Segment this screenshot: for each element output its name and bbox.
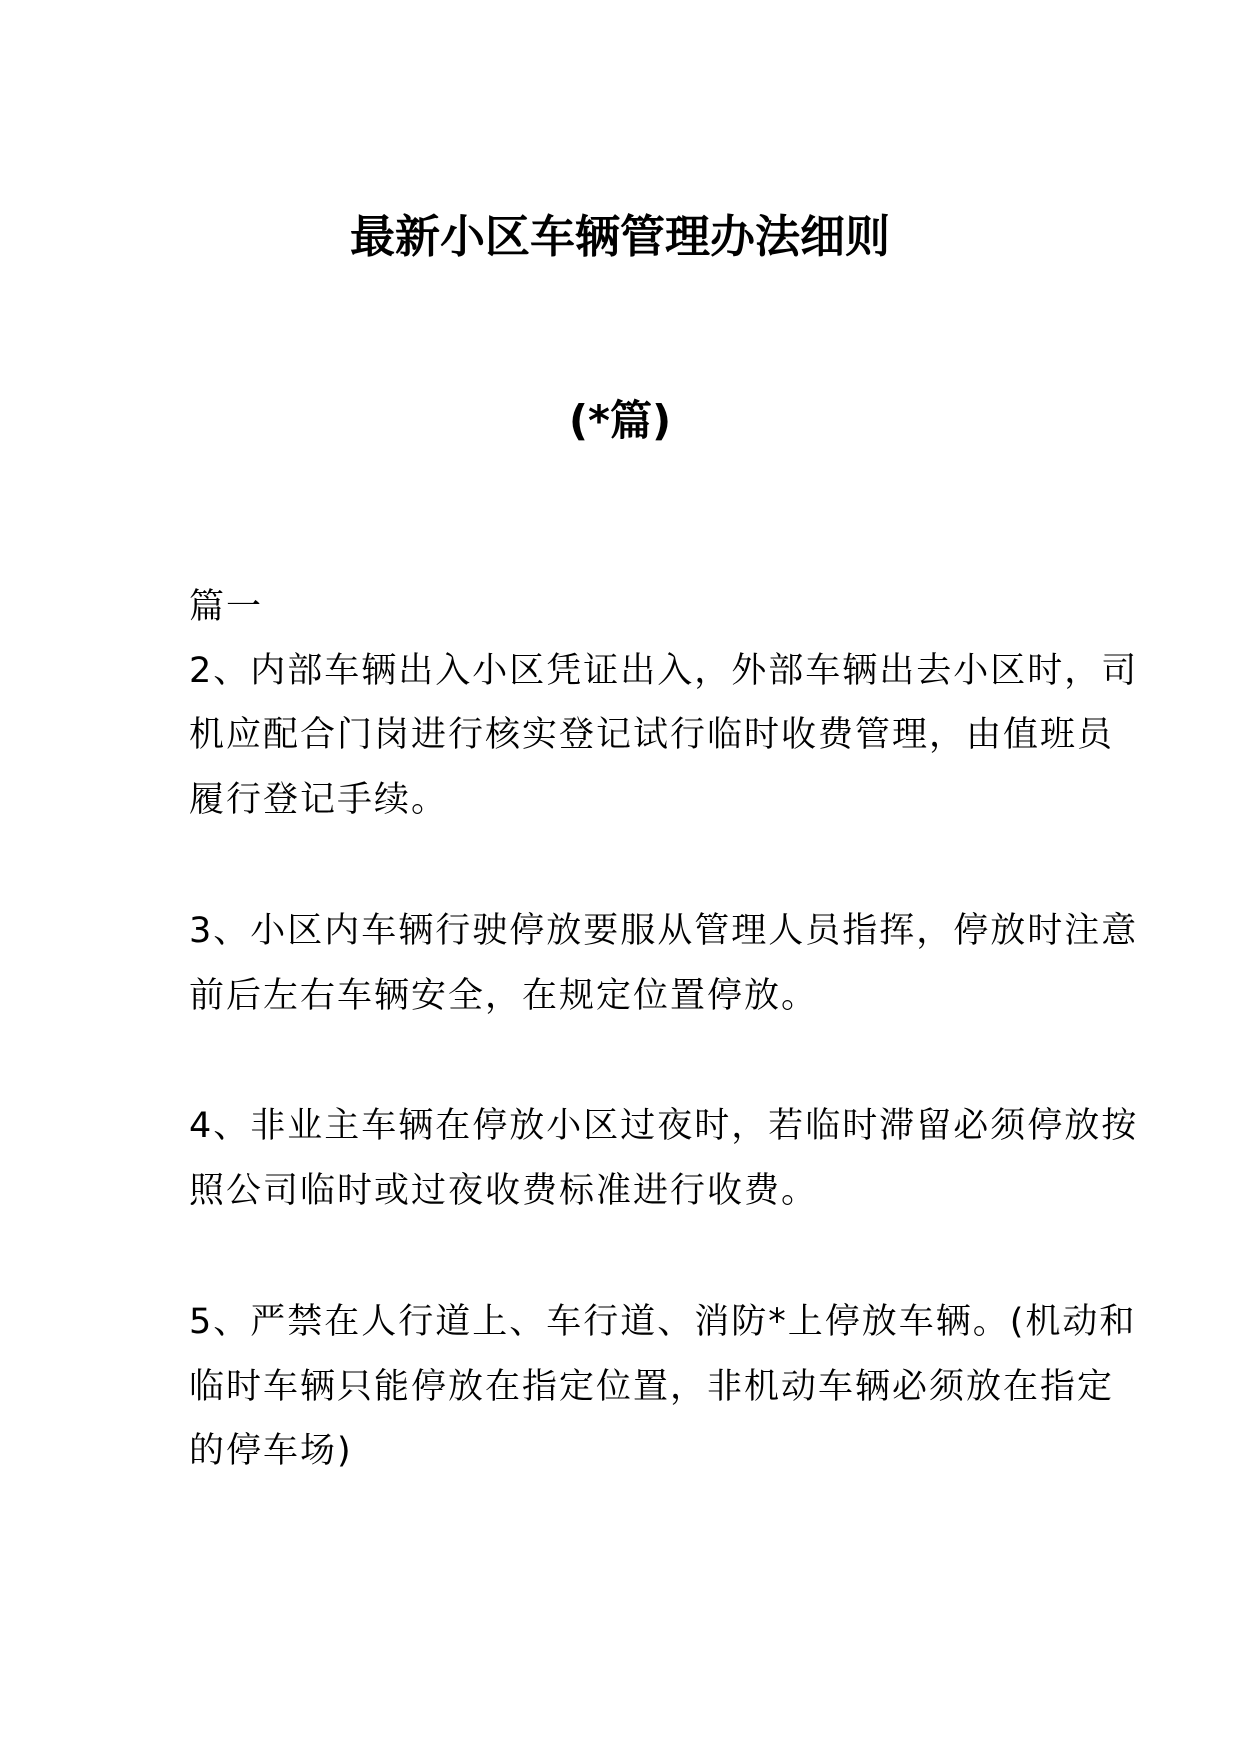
document-title: 最新小区车辆管理办法细则 [349,210,890,263]
section-heading: 篇一 [189,587,264,627]
paragraph-line: 5、严禁在人行道上、车行道、消防*上停放车辆。(机动和 [189,1302,1137,1342]
paragraph-line: 2、内部车辆出入小区凭证出入，外部车辆出去小区时，司 [189,651,1139,691]
paragraph-line: 履行登记手续。 [189,780,449,820]
paragraph-line: 照公司临时或过夜收费标准进行收费。 [189,1171,819,1211]
paragraph-line: 的停车场) [189,1431,353,1471]
paragraph-line: 4、非业主车辆在停放小区过夜时，若临时滞留必须停放按 [189,1106,1139,1146]
paragraph-line: 前后左右车辆安全，在规定位置停放。 [189,976,819,1016]
paragraph-line: 3、小区内车辆行驶停放要服从管理人员指挥，停放时注意 [189,911,1139,951]
paragraph-line: 机应配合门岗进行核实登记试行临时收费管理，由值班员 [189,715,1115,755]
document-subtitle: (*篇) [568,396,672,445]
paragraph-line: 临时车辆只能停放在指定位置，非机动车辆必须放在指定 [189,1367,1115,1407]
